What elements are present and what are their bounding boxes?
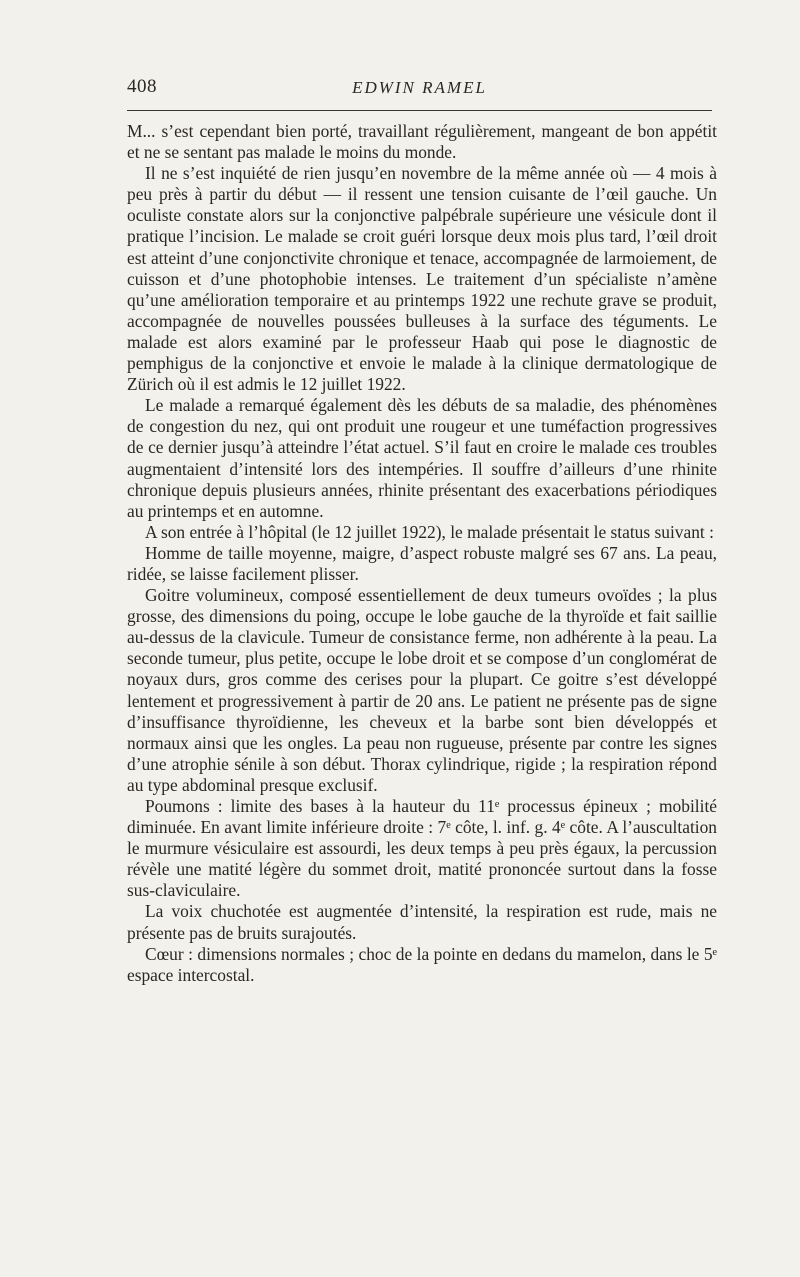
running-title: EDWIN RAMEL	[352, 78, 487, 97]
running-head	[127, 76, 712, 102]
paragraph: La voix chuchotée est augmentée d’intensité, la respiration est rude, mais ne présente pas de bruits surajoutés.	[127, 901, 717, 943]
paragraph: M... s’est cependant bien porté, travaillant régulièrement, mangeant de bon appétit et ne se sentant pas malade le moins du monde.	[127, 121, 717, 163]
paragraph: Il ne s’est inquiété de rien jusqu’en novembre de la même année où — 4 mois à peu près à partir du début — il ressent une tension cuisante de l’œil gauche. Un oculiste constate alors sur la conjonctive palpébrale supérieure une vésicule dont il pratique l’incision. Le malade se croit guéri lorsque deux mois plus tard, l’œil droit est atteint d’une conjonctivite chronique et tenace, accompagnée de larmoiement, de cuisson et d’une photophobie intenses. Le traitement d’un spécialiste n’amène qu’une amélioration temporaire et au printemps 1922 une rechute grave se produit, accompagnée de nouvelles poussées bulleuses à la surface des téguments. Le malade est alors examiné par le professeur Haab qui pose le diagnostic de pemphigus de la conjonctive et envoie le malade à la clinique dermatologique de Zürich où il est admis le 12 juillet 1922.	[127, 163, 717, 395]
paragraph: Poumons : limite des bases à la hauteur du 11ᵉ processus épineux ; mobilité diminuée. En avant limite inférieure droite : 7ᵉ côte, l. inf. g. 4ᵉ côte. A l’auscultation le murmure vésiculaire est assourdi, les deux temps à peu près égaux, la percussion révèle une matité légère du sommet droit, matité prononcée surtout dans la fosse sus-claviculaire.	[127, 796, 717, 901]
paragraph: Goitre volumineux, composé essentiellement de deux tumeurs ovoïdes ; la plus grosse, des dimensions du poing, occupe le lobe gauche de la thyroïde et fait saillie au-dessus de la clavicule. Tumeur de consistance ferme, non adhérente à la peau. La seconde tumeur, plus petite, occupe le lobe droit et se compose d’un conglomérat de noyaux durs, gros comme des cerises pour la plupart. Ce goitre s’est développé lentement et progressivement à partir de 20 ans. Le patient ne présente pas de signe d’insuffisance thyroïdienne, les cheveux et la barbe sont bien développés et normaux ainsi que les ongles. La peau non rugueuse, présente par contre les signes d’une atrophie sénile à son début. Thorax cylindrique, rigide ; la respiration répond au type abdominal presque exclusif.	[127, 585, 717, 795]
paragraph: A son entrée à l’hôpital (le 12 juillet 1922), le malade présentait le status suivant :	[145, 521, 714, 542]
body-text	[127, 121, 717, 986]
paragraph: Cœur : dimensions normales ; choc de la pointe en dedans du mamelon, dans le 5ᵉ espace intercostal.	[127, 943, 717, 985]
paragraph: Homme de taille moyenne, maigre, d’aspect robuste malgré ses 67 ans. La peau, ridée, se laisse facilement plisser.	[127, 542, 717, 584]
page-number: 408	[127, 76, 157, 97]
header-rule	[127, 110, 712, 111]
paragraph: Le malade a remarqué également dès les débuts de sa maladie, des phénomènes de congestion du nez, qui ont produit une rougeur et une tuméfaction progressives de ce dernier jusqu’à atteindre l’état actuel. S’il faut en croire le malade ces troubles augmentaient d’intensité lors des intempéries. Il souffre d’ailleurs d’une rhinite chronique depuis plusieurs années, rhinite présentant des exacerbations périodiques au printemps et en automne.	[127, 395, 717, 521]
